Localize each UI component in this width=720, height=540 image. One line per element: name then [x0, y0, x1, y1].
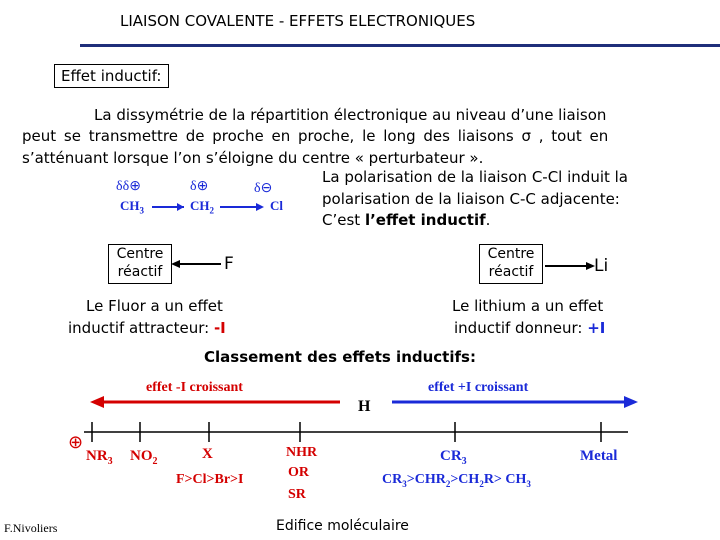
label-halogens: F>Cl>Br>I [176, 472, 244, 487]
arrow-left-head [171, 260, 180, 268]
bond-arrowhead-2 [256, 203, 264, 211]
title-underline [80, 44, 720, 47]
effet-inductif-emphasis: l’effet inductif [364, 211, 486, 229]
centre-reactif-box-right [479, 244, 543, 284]
section-heading: Effet inductif: [54, 64, 169, 88]
polarisation-line-1: La polarisation de la liaison C-Cl induit la [322, 168, 628, 186]
polarisation-prefix: C’est [322, 211, 365, 229]
box-left-line-2: réactif [117, 264, 163, 280]
paragraph-line-2: peut se transmettre de proche en proche, le long des liaisons σ , tout en [22, 127, 609, 145]
arrow-left-example [171, 258, 223, 270]
order-sub-2: 2 [445, 478, 451, 489]
plus-i-sign: +I [587, 319, 606, 337]
label-metal: Metal [580, 448, 618, 464]
atom-cl: Cl [270, 198, 283, 213]
order-ch: >CH [450, 472, 480, 487]
no2-text: NO [130, 448, 153, 464]
minus-i-sign: -I [213, 319, 226, 337]
scale-h: H [358, 398, 371, 415]
centre-reactif-box-left [108, 244, 172, 284]
lithium-desc-line-1: Le lithium a un effet [452, 297, 604, 315]
ch2-text: CH [190, 198, 210, 213]
molecule-arrows [140, 198, 280, 218]
lithium-desc-text: inductif donneur: [454, 319, 588, 337]
nr3-subscript: 3 [107, 456, 113, 467]
fluor-desc-text: inductif attracteur: [68, 319, 214, 337]
order-sub-4: 3 [526, 478, 531, 489]
bond-arrowhead-1 [177, 203, 184, 211]
arrow-right-example [543, 260, 595, 272]
label-x: X [202, 446, 213, 462]
ch3-subscript: 3 [139, 205, 144, 216]
no2-subscript: 2 [152, 456, 158, 467]
box-right-line-1: Centre [487, 246, 535, 262]
box-left-line-1: Centre [116, 246, 164, 262]
scale-left-label: effet -I croissant [146, 380, 243, 395]
atom-fluor: F [224, 254, 234, 274]
polarisation-line-2: polarisation de la liaison C-C adjacente: [322, 190, 620, 208]
order-sub-1: 3 [402, 478, 407, 489]
footer-course: Edifice moléculaire [276, 518, 409, 534]
label-sr: SR [288, 487, 306, 502]
footer-author: F.Nivoliers [4, 521, 58, 535]
lithium-desc-line-2 [454, 319, 605, 337]
order-chr: >CHR [406, 472, 446, 487]
order-r-ch: R> CH [483, 472, 527, 487]
label-alkyl-order [382, 472, 531, 489]
label-no2 [130, 448, 158, 467]
polarisation-suffix: . [485, 211, 491, 229]
charge-cl: δ⊖ [254, 181, 273, 196]
arrow-plus-i-head [624, 396, 638, 408]
label-nhr: NHR [286, 445, 318, 460]
fluor-desc-line-1: Le Fluor a un effet [86, 297, 223, 315]
label-nr3 [86, 448, 113, 467]
cr3-subscript: 3 [461, 456, 467, 467]
order-sub-3: 2 [479, 478, 484, 489]
order-cr: CR [382, 472, 403, 487]
classement-heading: Classement des effets inductifs: [204, 348, 476, 366]
box-right-line-2: réactif [488, 264, 534, 280]
charge-ch3: δδ⊕ [116, 179, 141, 194]
paragraph-line-3: s’atténuant lorsque l’on s’éloigne du centre « perturbateur ». [22, 149, 484, 167]
label-or: OR [288, 465, 309, 480]
fluor-desc-line-2 [68, 319, 226, 337]
arrow-minus-i-head [90, 396, 104, 408]
plus-circle-icon: ⊕ [68, 432, 84, 453]
atom-lithium: Li [594, 256, 609, 276]
polarisation-line-3 [322, 211, 490, 229]
charge-ch2: δ⊕ [190, 179, 209, 194]
nr3-text: NR [86, 448, 108, 464]
paragraph-line-1: La dissymétrie de la répartition électronique au niveau d’une liaison [94, 106, 607, 124]
scale-axis [80, 420, 640, 444]
label-cr3 [440, 448, 467, 467]
ch2-subscript: 2 [209, 205, 214, 216]
cr3-text: CR [440, 448, 462, 464]
scale-right-label: effet +I croissant [428, 380, 529, 395]
page-title: LIAISON COVALENTE - EFFETS ELECTRONIQUES [120, 12, 476, 30]
ch3-text: CH [120, 198, 140, 213]
